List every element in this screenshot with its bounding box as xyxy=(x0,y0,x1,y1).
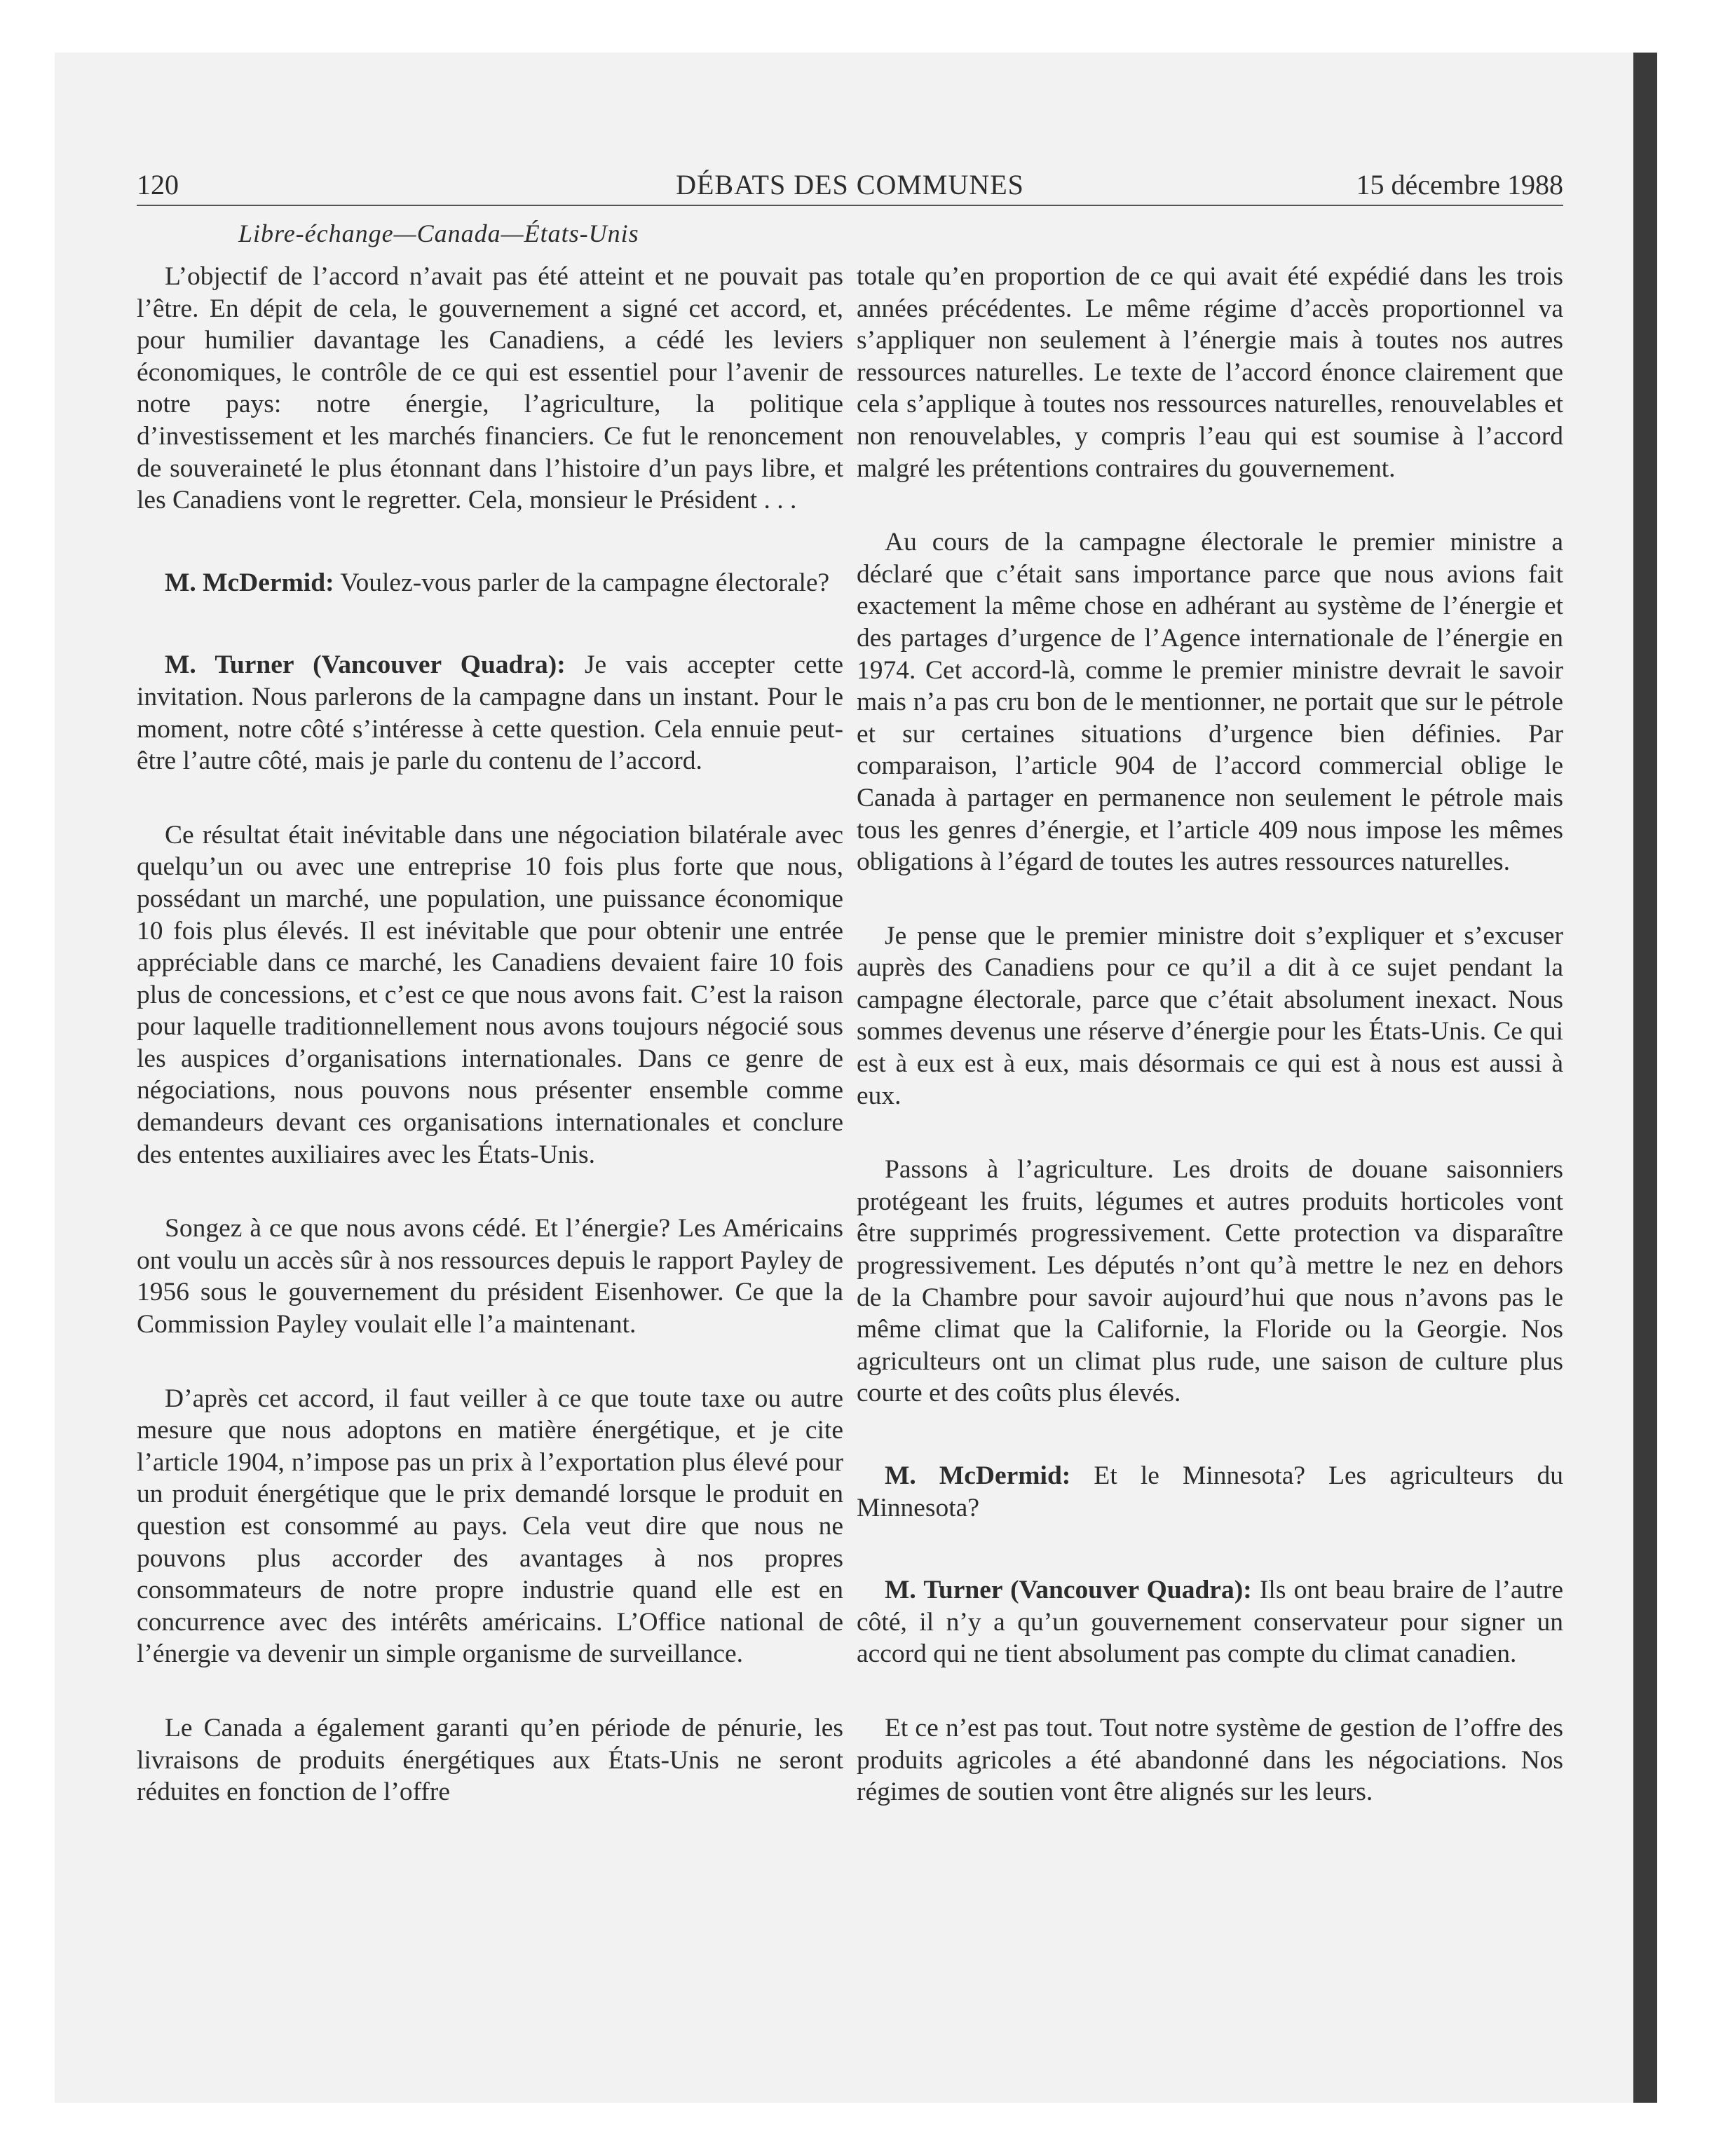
speech-text: Et le Minnesota? Les agriculteurs du Minnesota? xyxy=(857,1461,1563,1522)
left-column xyxy=(137,261,843,1808)
paragraph: Je pense que le premier ministre doit s’expliquer et s’excuser auprès des Canadiens pour ce qu’il a dit à ce sujet pendant la campagne électorale, parce que c’était absolument inexact. Nous sommes devenus une réserve d’énergie pour les États-Unis. Ce qui est à eux est à eux, mais désormais ce qui est à nous est aussi à eux. xyxy=(857,921,1563,1110)
paragraph: L’objectif de l’accord n’avait pas été atteint et ne pouvait pas l’être. En dépit de cela, le gouvernement a signé cet accord, et, pour humilier davantage les Canadiens, a cédé les leviers économiques, le contrôle de ce qui est essentiel pour l’avenir de notre pays: notre énergie, l’agriculture, la politique d’investissement et les marchés financiers. Ce fut le renoncement de souveraineté le plus étonnant dans l’histoire d’un pays libre, et les Canadiens vont le regretter. Cela, monsieur le Président . . . xyxy=(137,262,843,515)
publication-title: DÉBATS DES COMMUNES xyxy=(676,169,1024,200)
speaker-name: M. McDermid: xyxy=(165,568,334,597)
speech-paragraph xyxy=(857,1574,1563,1670)
speaker-name: M. McDermid: xyxy=(885,1461,1071,1490)
paragraph: Passons à l’agriculture. Les droits de douane saisonniers protégeant les fruits, légumes et autres produits horticoles vont être supprimés progressivement. Cette protection va disparaître progressivement. Les députés n’ont qu’à mettre le nez en dehors de la Chambre pour savoir aujourd’hui que nous n’avons pas le même climat que la Californie, la Floride ou la Georgie. Nos agriculteurs ont un climat plus rude, une saison de culture plus courte et des coûts plus élevés. xyxy=(857,1155,1563,1408)
page-date: 15 décembre 1988 xyxy=(1356,169,1563,200)
paragraph: Ce résultat était inévitable dans une négociation bilatérale avec quelqu’un ou avec une entreprise 10 fois plus forte que nous, possédant un marché, une population, une puissance économique 10 fois plus élevés. Il est inévitable que pour obtenir une entrée appréciable dans ce marché, les Canadiens devaient faire 10 fois plus de concessions, et c’est ce que nous avons fait. C’est la raison pour laquelle traditionnellement nous avons toujours négocié sous les auspices d’organisations internationales. Dans ce genre de négociations, nous pouvons nous présenter ensemble comme demandeurs devant ces organisations internationales et conclure des ententes auxiliaires avec les États-Unis. xyxy=(137,820,843,1169)
speech-text: Ils ont beau braire de l’autre côté, il n’y a qu’un gouvernement conservateur pour signer un accord qui ne tient absolument pas compte du climat canadien. xyxy=(857,1576,1563,1669)
speaker-name: M. Turner (Vancouver Quadra): xyxy=(165,650,566,680)
speech-text: Je vais accepter cette invitation. Nous parlerons de la campagne dans un instant. Pour le moment, notre côté s’intéresse à cette question. Cela ennuie peut-être l’autre côté, mais je parle du contenu de l’accord. xyxy=(137,650,843,776)
paragraph: Et ce n’est pas tout. Tout notre système de gestion de l’offre des produits agricoles a été abandonné dans les négociations. Nos régimes de soutien vont être alignés sur les leurs. xyxy=(857,1713,1563,1807)
right-column xyxy=(857,261,1563,1808)
speech-paragraph xyxy=(857,1460,1563,1524)
paragraph: D’après cet accord, il faut veiller à ce que toute taxe ou autre mesure que nous adoptons en matière énergétique, et je cite l’article 1904, n’impose pas un prix à l’exportation plus élevé pour un produit énergétique que le prix demandé lorsque le produit en question est consommé au pays. Cela veut dire que nous ne pouvons plus accorder des avantages à nos propres consommateurs de notre propre industrie quand elle est en concurrence avec des intérêts américains. L’Office national de l’énergie va devenir un simple organisme de surveillance. xyxy=(137,1384,843,1669)
page-header xyxy=(137,165,1563,206)
paragraph: Le Canada a également garanti qu’en période de pénurie, les livraisons de produits énergétiques aux États-Unis ne seront réduites en fonction de l’offre xyxy=(137,1713,843,1807)
paragraph-continued: totale qu’en proportion de ce qui avait été expédié dans les trois années précédentes. Le même régime d’accès proportionnel va s’appliquer non seulement à l’énergie mais à toutes nos autres ressources naturelles. Le texte de l’accord énonce clairement que cela s’applique à toutes nos ressources naturelles, renouvelables et non renouvelables, y compris l’eau qui est soumise à l’accord malgré les prétentions contraires du gouvernement. xyxy=(857,262,1563,483)
paragraph: Songez à ce que nous avons cédé. Et l’énergie? Les Américains ont voulu un accès sûr à nos ressources depuis le rapport Payley de 1956 sous le gouvernement du président Eisenhower. Ce que la Commission Payley voulait elle l’a maintenant. xyxy=(137,1214,843,1339)
speech-text: Voulez-vous parler de la campagne électorale? xyxy=(334,568,830,597)
speaker-name: M. Turner (Vancouver Quadra): xyxy=(885,1576,1252,1605)
paragraph: Au cours de la campagne électorale le premier ministre a déclaré que c’était sans importance parce que nous avions fait exactement la même chose en adhérant au système de l’énergie et des partages d’urgence de l’Agence internationale de l’énergie en 1974. Cet accord-là, comme le premier ministre devrait le savoir mais n’a pas cru bon de le mentionner, ne portait que sur le pétrole et sur certaines situations d’urgence bien définies. Par comparaison, l’article 904 de l’accord commercial oblige le Canada à partager en permanence non seulement le pétrole mais tous les genres d’énergie, et l’article 409 nous impose les mêmes obligations à l’égard de toutes les autres ressources naturelles. xyxy=(857,528,1563,877)
speech-paragraph xyxy=(137,649,843,777)
page-number: 120 xyxy=(137,169,179,200)
speech-paragraph xyxy=(137,567,843,599)
topic-subheading: Libre-échange—Canada—États-Unis xyxy=(238,219,639,247)
scan-edge-shadow xyxy=(1633,53,1657,2103)
